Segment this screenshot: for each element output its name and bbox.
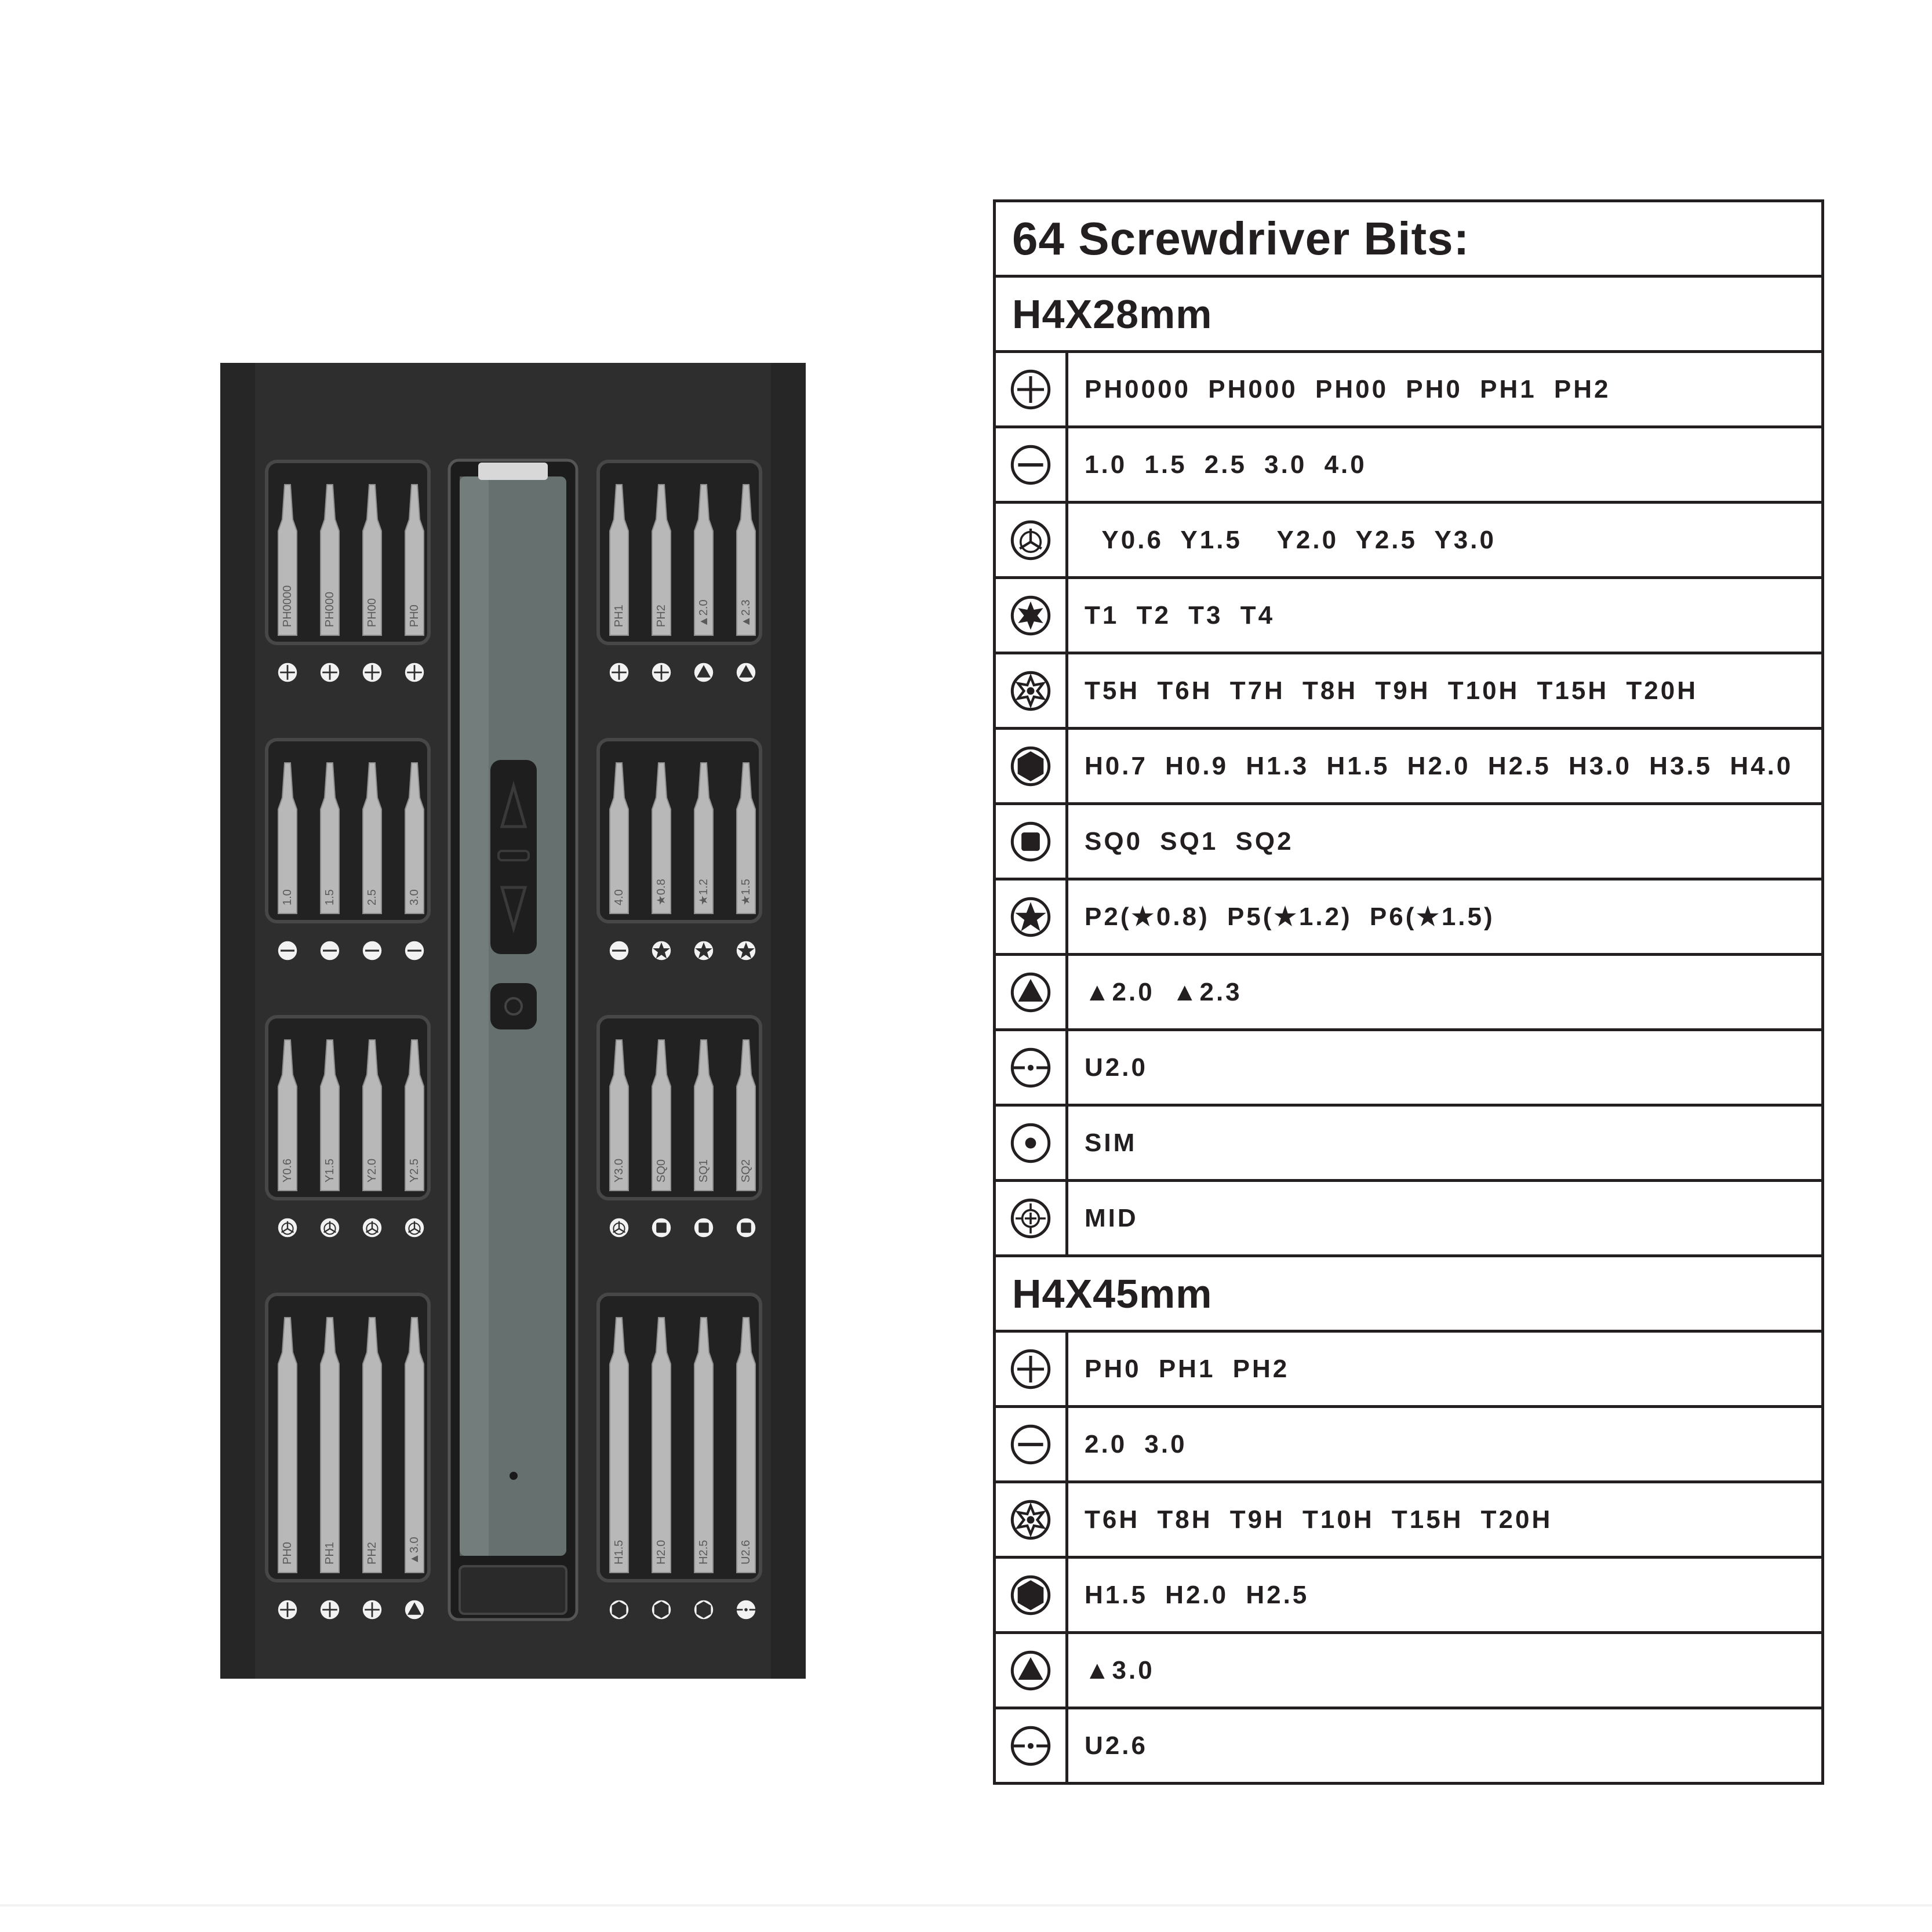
- spec-icon-cell: [996, 1107, 1068, 1179]
- spec-row: [996, 1483, 1821, 1559]
- spec-icon-cell: [996, 353, 1068, 425]
- bit-label: SQ2: [740, 1159, 752, 1183]
- bit-spec-table: [993, 199, 1824, 1785]
- slot-icon: [362, 940, 382, 960]
- spec-icon-cell: [996, 1634, 1068, 1707]
- spec-row: [996, 1559, 1821, 1634]
- spec-values: T1 T2 T3 T4: [1085, 601, 1275, 630]
- spec-values: SIM: [1085, 1128, 1137, 1157]
- phillips-icon: [362, 662, 382, 682]
- bit-label: ▲2.3: [740, 599, 752, 627]
- spec-row: [996, 730, 1821, 805]
- screwdriver-bit: [405, 1318, 424, 1573]
- bit-label: SQ1: [697, 1159, 710, 1183]
- spec-row: [996, 1107, 1821, 1182]
- bit-label: Y1.5: [323, 1158, 336, 1183]
- spec-row: [996, 428, 1821, 504]
- spec-icon-cell: [996, 428, 1068, 501]
- spec-values: H0.7 H0.9 H1.3 H1.5 H2.0 H2.5 H3.0 H3.5 H4.0: [1085, 751, 1793, 780]
- mid-icon: [1010, 1198, 1051, 1239]
- pentalobe-icon: [1010, 896, 1051, 938]
- bit-label: Y2.5: [408, 1158, 421, 1183]
- section-heading-row: [996, 278, 1821, 353]
- bit-label: H2.5: [697, 1540, 710, 1564]
- tri-wing-icon: [609, 1217, 629, 1238]
- screwdriver-handle: [449, 460, 577, 1620]
- spec-values: ▲2.0 ▲2.3: [1085, 977, 1242, 1006]
- spec-values: T5H T6H T7H T8H T9H T10H T15H T20H: [1085, 676, 1698, 705]
- bit-label: 1.0: [281, 889, 294, 905]
- square-icon: [651, 1217, 671, 1238]
- hex-icon: [693, 1599, 714, 1620]
- spec-icon-cell: [996, 1182, 1068, 1254]
- spec-row: [996, 1182, 1821, 1257]
- bit-label: PH2: [655, 605, 668, 627]
- spec-values: U2.0: [1085, 1053, 1148, 1082]
- spec-icon-cell: [996, 881, 1068, 953]
- tri-wing-icon: [277, 1217, 297, 1238]
- spec-icon-cell: [996, 1408, 1068, 1480]
- spec-values: PH0 PH1 PH2: [1085, 1354, 1290, 1383]
- square-icon: [1010, 821, 1051, 863]
- hex-icon: [1010, 745, 1051, 787]
- tri-wing-icon: [319, 1217, 340, 1238]
- slot-icon: [319, 940, 340, 960]
- spec-row: [996, 1333, 1821, 1408]
- screwdriver-bit: [363, 1318, 381, 1573]
- bit-label: Y2.0: [366, 1158, 379, 1183]
- screwdriver-bit: [321, 1318, 339, 1573]
- bit-label: ▲2.0: [697, 599, 710, 627]
- pentalobe-icon: [651, 940, 671, 960]
- bit-label: ★1.5: [740, 879, 752, 905]
- hex-icon: [651, 1599, 671, 1620]
- torx-security-icon: [1010, 670, 1051, 712]
- section-heading-row: [996, 1257, 1821, 1333]
- section-heading: H4X45mm: [1012, 1271, 1213, 1316]
- spec-row: [996, 1408, 1821, 1483]
- spec-icon-cell: [996, 1709, 1068, 1782]
- sim-icon: [1010, 1122, 1051, 1164]
- slot-icon: [1010, 444, 1051, 486]
- tri-wing-icon: [404, 1217, 424, 1238]
- spec-icon-cell: [996, 504, 1068, 576]
- spec-icon-cell: [996, 730, 1068, 802]
- bit-label: ▲3.0: [408, 1537, 421, 1564]
- bit-label: ★1.2: [697, 879, 710, 905]
- spec-values: MID: [1085, 1203, 1138, 1232]
- triangle-icon: [1010, 972, 1051, 1013]
- spec-row: [996, 654, 1821, 730]
- spec-values: Y0.6 Y1.5 Y2.0 Y2.5 Y3.0: [1085, 525, 1496, 554]
- bit-label: PH1: [323, 1542, 336, 1564]
- u-shape-icon: [736, 1599, 756, 1620]
- spec-row: [996, 1634, 1821, 1709]
- phillips-icon: [277, 662, 297, 682]
- bit-label: PH000: [323, 591, 336, 627]
- spec-row: [996, 805, 1821, 881]
- tri-wing-icon: [362, 1217, 382, 1238]
- slot-icon: [1010, 1424, 1051, 1465]
- bit-label: PH0: [408, 605, 421, 627]
- screwdriver-bit: [610, 1318, 628, 1573]
- phillips-icon: [609, 662, 629, 682]
- bit-group-left-4: [267, 1294, 429, 1620]
- bit-label: 1.5: [323, 889, 336, 905]
- bit-group-right-4: [598, 1294, 761, 1620]
- bit-label: H1.5: [613, 1540, 625, 1564]
- torx-icon: [1010, 595, 1051, 636]
- spec-values: U2.6: [1085, 1731, 1148, 1760]
- spec-icon-cell: [996, 805, 1068, 878]
- bit-label: Y0.6: [281, 1158, 294, 1183]
- bit-label: H2.0: [655, 1540, 668, 1564]
- spec-row: [996, 353, 1821, 428]
- spec-values: 1.0 1.5 2.5 3.0 4.0: [1085, 450, 1367, 479]
- triangle-icon: [404, 1599, 424, 1620]
- torx-security-icon: [1010, 1499, 1051, 1541]
- bit-label: 3.0: [408, 889, 421, 905]
- tri-wing-icon: [1010, 519, 1051, 561]
- bit-label: PH2: [366, 1542, 379, 1564]
- slot-icon: [404, 940, 424, 960]
- bit-label: Y3.0: [613, 1158, 625, 1183]
- triangle-icon: [1010, 1650, 1051, 1691]
- triangle-icon: [736, 662, 756, 682]
- spec-title: 64 Screwdriver Bits:: [1012, 212, 1470, 264]
- spec-icon-cell: [996, 579, 1068, 652]
- pentalobe-icon: [693, 940, 714, 960]
- u-shape-icon: [1010, 1725, 1051, 1767]
- hex-icon: [609, 1599, 629, 1620]
- screwdriver-bit: [652, 1318, 671, 1573]
- spec-values: SQ0 SQ1 SQ2: [1085, 827, 1294, 856]
- spec-values: PH0000 PH000 PH00 PH0 PH1 PH2: [1085, 374, 1611, 403]
- section-heading: H4X28mm: [1012, 291, 1213, 337]
- bit-label: U2.6: [740, 1540, 752, 1564]
- pentalobe-icon: [736, 940, 756, 960]
- triangle-icon: [693, 662, 714, 682]
- bottom-divider: [0, 1904, 1932, 1906]
- screwdriver-bit: [694, 1318, 713, 1573]
- bit-label: 4.0: [613, 889, 625, 905]
- spec-icon-cell: [996, 1483, 1068, 1556]
- square-icon: [736, 1217, 756, 1238]
- phillips-icon: [1010, 1348, 1051, 1390]
- spec-values: T6H T8H T9H T10H T15H T20H: [1085, 1505, 1553, 1534]
- phillips-icon: [651, 662, 671, 682]
- spec-row: [996, 504, 1821, 579]
- screwdriver-case: [220, 363, 806, 1679]
- bit-label: PH1: [613, 605, 625, 627]
- slot-icon: [609, 940, 629, 960]
- bit-label: PH0: [281, 1542, 294, 1564]
- bit-label: SQ0: [655, 1159, 668, 1183]
- screwdriver-bit: [278, 1318, 297, 1573]
- spec-values: 2.0 3.0: [1085, 1429, 1187, 1458]
- bit-label: PH00: [366, 598, 379, 627]
- bit-label: 2.5: [366, 889, 379, 905]
- bit-label: ★0.8: [655, 879, 668, 905]
- square-icon: [693, 1217, 714, 1238]
- spec-values: ▲3.0: [1085, 1656, 1155, 1684]
- bit-label: PH0000: [281, 585, 294, 627]
- phillips-icon: [277, 1599, 297, 1620]
- spec-values: P2(★0.8) P5(★1.2) P6(★1.5): [1085, 903, 1495, 931]
- spec-icon-cell: [996, 956, 1068, 1028]
- phillips-icon: [319, 662, 340, 682]
- spec-values: H1.5 H2.0 H2.5: [1085, 1580, 1309, 1609]
- spec-icon-cell: [996, 1031, 1068, 1104]
- slot-icon: [277, 940, 297, 960]
- case-illustration: [220, 363, 806, 1679]
- hex-icon: [1010, 1574, 1051, 1616]
- spec-title-row: [996, 202, 1821, 278]
- spec-icon-cell: [996, 654, 1068, 727]
- spec-row: [996, 579, 1821, 654]
- spec-row: [996, 956, 1821, 1031]
- screwdriver-bit: [737, 1318, 755, 1573]
- phillips-icon: [362, 1599, 382, 1620]
- spec-row: [996, 1709, 1821, 1785]
- spec-row: [996, 1031, 1821, 1107]
- phillips-icon: [319, 1599, 340, 1620]
- phillips-icon: [404, 662, 424, 682]
- spec-icon-cell: [996, 1333, 1068, 1405]
- phillips-icon: [1010, 369, 1051, 410]
- spec-icon-cell: [996, 1559, 1068, 1631]
- spec-row: [996, 881, 1821, 956]
- u-shape-icon: [1010, 1047, 1051, 1089]
